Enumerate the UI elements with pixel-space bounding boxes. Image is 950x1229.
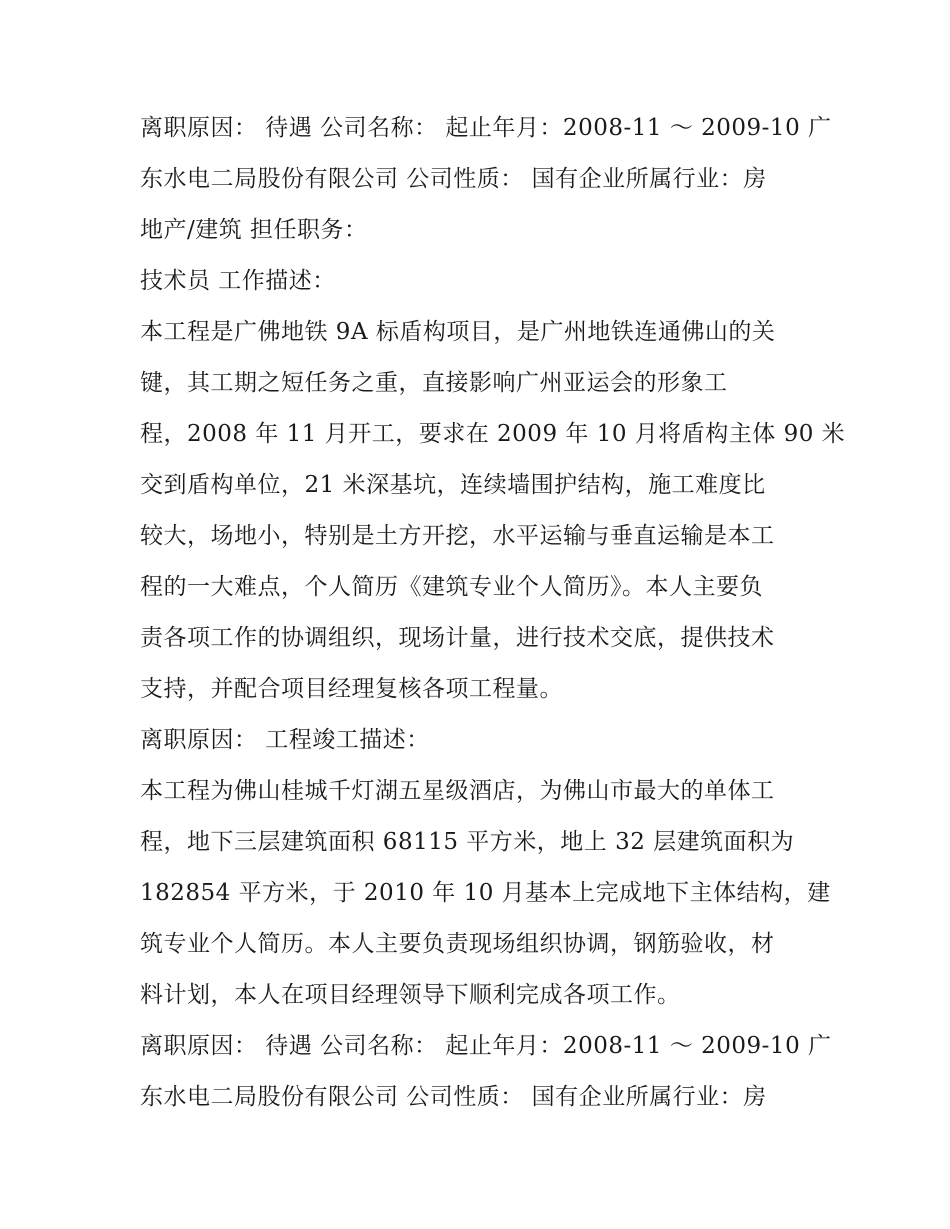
text-line: 东水电二局股份有限公司 公司性质： 国有企业所属行业：房 — [140, 1084, 767, 1110]
text-line: 键，其工期之短任务之重，直接影响广州亚运会的形象工 — [140, 370, 728, 396]
text-line: 责各项工作的协调组织，现场计量，进行技术交底，提供技术 — [140, 625, 775, 651]
text-line: 程，地下三层建筑面积 68115 平方米，地上 32 层建筑面积为 — [140, 829, 795, 855]
text-line: 交到盾构单位，21 米深基坑，连续墙围护结构，施工难度比 — [140, 472, 766, 498]
text-line: 离职原因： 待遇 公司名称： 起止年月：2008-11 ～ 2009-10 广 — [140, 1033, 832, 1059]
text-line: 182854 平方米，于 2010 年 10 月基本上完成地下主体结构，建 — [140, 880, 831, 906]
text-line: 地产/建筑 担任职务： — [140, 217, 368, 243]
text-line: 离职原因： 工程竣工描述： — [140, 727, 430, 753]
text-line: 支持，并配合项目经理复核各项工程量。 — [140, 676, 563, 702]
text-line: 离职原因： 待遇 公司名称： 起止年月：2008-11 ～ 2009-10 广 — [140, 115, 832, 141]
text-line: 筑专业个人简历。本人主要负责现场组织协调，钢筋验收，材 — [140, 931, 775, 957]
document-body — [140, 103, 846, 1123]
text-line: 本工程是广佛地铁 9A 标盾构项目，是广州地铁连通佛山的关 — [140, 319, 776, 345]
text-line: 本工程为佛山桂城千灯湖五星级酒店，为佛山市最大的单体工 — [140, 778, 775, 804]
text-line: 程，2008 年 11 月开工，要求在 2009 年 10 月将盾构主体 90 米 — [140, 421, 846, 447]
text-line: 料计划，本人在项目经理领导下顺利完成各项工作。 — [140, 982, 681, 1008]
text-line: 技术员 工作描述： — [140, 268, 336, 294]
text-line: 较大，场地小，特别是土方开挖，水平运输与垂直运输是本工 — [140, 523, 775, 549]
text-line: 程的一大难点，个人简历《建筑专业个人简历》。本人主要负 — [140, 574, 763, 600]
text-line: 东水电二局股份有限公司 公司性质： 国有企业所属行业：房 — [140, 166, 767, 192]
